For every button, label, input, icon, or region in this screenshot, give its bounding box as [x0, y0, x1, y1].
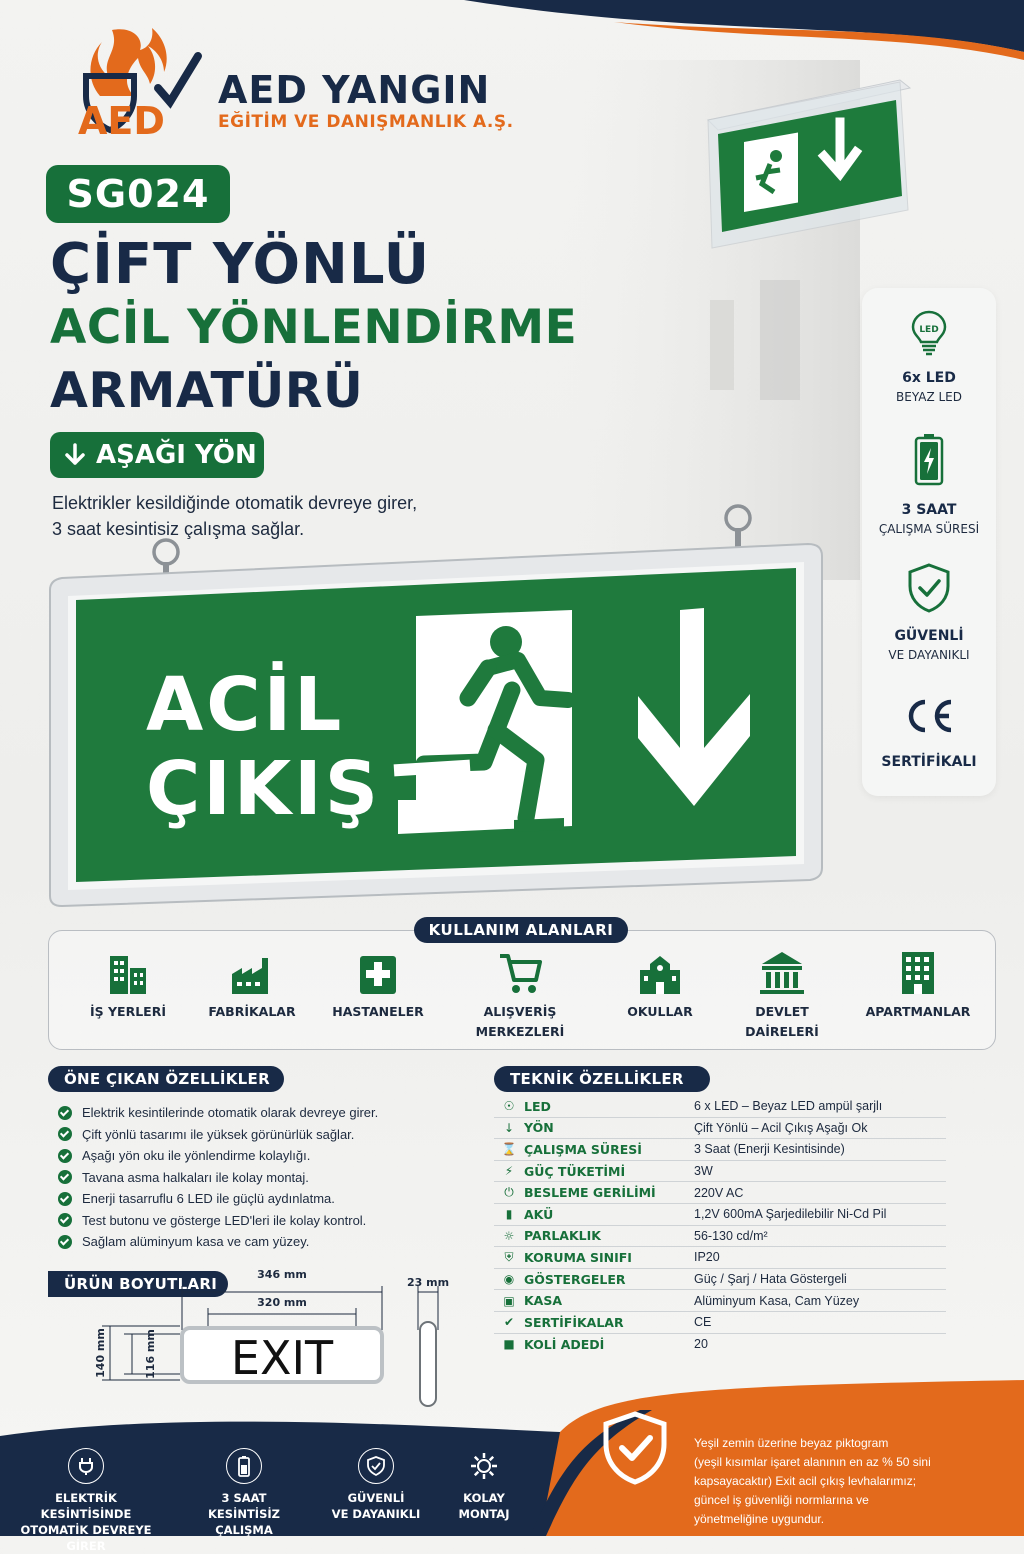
plug-icon	[68, 1448, 104, 1484]
feature-subtitle: ÇALIŞMA SÜRESİ	[878, 522, 980, 536]
usage-label: APARTMANLAR	[865, 1004, 971, 1019]
check-icon	[58, 1170, 72, 1184]
government-building-icon	[758, 948, 806, 996]
feature-subtitle: SERTİFİKALI	[881, 754, 977, 770]
usage-label: DAİRELERİ	[745, 1024, 819, 1039]
table-row: ↓ YÖN Çift Yönlü – Acil Çıkış Aşağı Ok	[494, 1118, 946, 1140]
product-title-line2: ACİL YÖNLENDİRME	[50, 300, 578, 355]
usage-label: İŞ YERLERİ	[89, 1004, 166, 1019]
shield-check-icon	[600, 1410, 670, 1486]
certificate-icon: ✔	[503, 1315, 515, 1330]
check-icon	[58, 1213, 72, 1227]
svg-text:LED: LED	[919, 325, 939, 335]
highlights-title: ÖNE ÇIKAN ÖZELLİKLER	[48, 1066, 284, 1092]
list-item: Test butonu ve gösterge LED'leri ile kolay kontrol.	[58, 1210, 478, 1232]
shopping-cart-icon	[496, 948, 544, 996]
usage-areas-title: KULLANIM ALANLARI	[414, 917, 628, 943]
battery-icon	[226, 1448, 262, 1484]
product-title-line1: ÇİFT YÖNLÜ	[50, 232, 431, 297]
direction-label: AŞAĞI YÖN	[96, 440, 257, 470]
feature-battery	[862, 432, 996, 536]
inner-width-label: 320 mm	[257, 1296, 307, 1309]
table-row: ☉ LED 6 x LED – Beyaz LED ampül şarjlı	[494, 1096, 946, 1118]
list-item: Çift yönlü tasarımı ile yüksek görünürlük sağlar.	[58, 1124, 478, 1146]
usage-item-hospital	[318, 948, 438, 1022]
top-corner-decoration	[464, 0, 1024, 60]
table-row: ☼ PARLAKLIK 56-130 cd/m²	[494, 1226, 946, 1248]
battery-icon	[912, 432, 946, 486]
list-item: Tavana asma halkaları ile kolay montaj.	[58, 1167, 478, 1189]
brand-subtitle: EĞİTİM VE DANIŞMANLIK A.Ş.	[218, 112, 514, 132]
indicator-icon: ◉	[503, 1272, 515, 1287]
case-icon: ▣	[503, 1293, 515, 1308]
battery-icon: ▮	[505, 1207, 513, 1222]
usage-label: OKULLAR	[627, 1004, 693, 1019]
main-exit-sign-image	[44, 500, 828, 920]
usage-label: HASTANELER	[332, 1004, 424, 1019]
feature-subtitle: BEYAZ LED	[896, 390, 962, 404]
check-icon	[58, 1106, 72, 1120]
table-row: ✔ SERTİFİKALAR CE	[494, 1312, 946, 1334]
description-line2: 3 saat kesintisiz çalışma sağlar.	[52, 519, 305, 539]
feature-safe	[862, 562, 996, 662]
shield-check-icon	[358, 1448, 394, 1484]
bottom-feature-battery: 3 SAAT KESİNTİSİZ ÇALIŞMA	[184, 1448, 304, 1538]
shield-icon: ⛨	[504, 1249, 514, 1264]
hospital-icon	[354, 948, 402, 996]
usage-item-factory	[192, 948, 312, 1022]
feature-title: 6x LED	[902, 370, 956, 386]
list-item: Sağlam alüminyum kasa ve cam yüzey.	[58, 1231, 478, 1253]
check-icon	[58, 1235, 72, 1249]
arrow-down-icon: ↓	[503, 1120, 515, 1135]
bulb-icon: ☉	[503, 1099, 515, 1114]
school-icon	[636, 948, 684, 996]
usage-item-government	[722, 948, 842, 1042]
box-icon: ■	[503, 1337, 515, 1352]
plug-icon: ⚡	[504, 1164, 514, 1179]
brand-logo-icon	[72, 22, 202, 143]
bottom-feature-power: ELEKTRİK KESİNTİSİNDE OTOMATİK DEVREYE GİRER	[18, 1448, 154, 1554]
shield-check-icon	[906, 562, 952, 614]
description-line1: Elektrikler kesildiğinde otomatik devreye girer,	[52, 493, 418, 513]
highlights-list	[58, 1102, 478, 1253]
usage-label: DEVLET	[755, 1004, 809, 1019]
table-row: ⌛ ÇALIŞMA SÜRESİ 3 Saat (Enerji Kesintisinde)	[494, 1139, 946, 1161]
table-row: ▮ AKÜ 1,2V 600mA Şarjedilebilir Ni-Cd Pil	[494, 1204, 946, 1226]
outer-width-label: 346 mm	[257, 1268, 307, 1281]
usage-item-school	[600, 948, 720, 1022]
feature-led	[862, 308, 996, 404]
table-row: ⛨ KORUMA SINIFI IP20	[494, 1247, 946, 1269]
dimensions-title: ÜRÜN BOYUTLARI	[48, 1271, 228, 1297]
sun-icon: ☼	[503, 1228, 515, 1243]
feature-panel	[862, 288, 996, 796]
usage-item-office	[68, 948, 188, 1022]
tech-specs-table	[494, 1096, 946, 1355]
ceiling-exit-sign-image	[700, 60, 930, 260]
factory-icon	[228, 948, 276, 996]
inner-height-label: 116 mm	[144, 1329, 157, 1379]
depth-label: 23 mm	[406, 1276, 450, 1289]
tech-specs-title: TEKNİK ÖZELLİKLER	[494, 1066, 710, 1092]
dimensions-drawing	[80, 1270, 460, 1410]
ce-mark-icon	[903, 696, 955, 736]
list-item: Elektrik kesintilerinde otomatik olarak devreye girer.	[58, 1102, 478, 1124]
direction-badge	[50, 432, 264, 478]
feature-subtitle: VE DAYANIKLI	[888, 648, 970, 662]
check-icon	[58, 1149, 72, 1163]
usage-item-apartment	[858, 948, 978, 1022]
table-row: ⚡ GÜÇ TÜKETİMİ 3W	[494, 1161, 946, 1183]
table-row: ▣ KASA Alüminyum Kasa, Cam Yüzey	[494, 1290, 946, 1312]
usage-label: FABRİKALAR	[208, 1004, 296, 1019]
check-icon	[58, 1127, 72, 1141]
product-code-badge: SG024	[46, 165, 230, 223]
feature-ce	[862, 696, 996, 770]
table-row: ◉ GÖSTERGELER Güç / Şarj / Hata Göstergeli	[494, 1269, 946, 1291]
usage-label: MERKEZLERİ	[475, 1024, 565, 1039]
check-icon	[58, 1192, 72, 1206]
usage-item-shopping	[460, 948, 580, 1042]
led-bulb-icon	[909, 308, 949, 356]
compliance-note: Yeşil zemin üzerine beyaz piktogram (yeşil kısımlar işaret alanının en az % 50 sini kapsayacaktır) Exit acil çıkış levhalarımız; güncel iş güvenliği normlarına ve yönetmeliğine uygundur.	[694, 1436, 931, 1526]
office-buildings-icon	[104, 948, 152, 996]
exit-sample-text: EXIT	[230, 1331, 334, 1385]
feature-title: 3 SAAT	[901, 502, 957, 518]
list-item: Aşağı yön oku ile yönlendirme kolaylığı.	[58, 1145, 478, 1167]
outer-height-label: 140 mm	[94, 1328, 107, 1378]
table-row: ⏻ BESLEME GERİLİMİ 220V AC	[494, 1182, 946, 1204]
arrow-down-icon	[64, 443, 86, 467]
usage-label: ALIŞVERİŞ	[483, 1004, 557, 1019]
sign-text-line1: ACİL	[146, 662, 345, 748]
feature-title: GÜVENLİ	[894, 628, 964, 644]
logo-letters: AED	[78, 99, 165, 143]
apartment-icon	[894, 948, 942, 996]
power-supply-icon: ⏻	[504, 1185, 514, 1200]
bottom-feature-safe: GÜVENLİ VE DAYANIKLI	[326, 1448, 426, 1522]
bottom-feature-mount: KOLAY MONTAJ	[444, 1448, 524, 1522]
hourglass-icon: ⌛	[501, 1142, 517, 1157]
table-row: ■ KOLİ ADEDİ 20	[494, 1334, 946, 1356]
product-title-line3: ARMATÜRÜ	[50, 362, 364, 419]
list-item: Enerji tasarruflu 6 LED ile güçlü aydınlatma.	[58, 1188, 478, 1210]
sign-text-line2: ÇIKIŞ	[146, 746, 382, 832]
gear-icon	[466, 1448, 502, 1484]
brand-name: AED YANGIN	[218, 68, 491, 112]
